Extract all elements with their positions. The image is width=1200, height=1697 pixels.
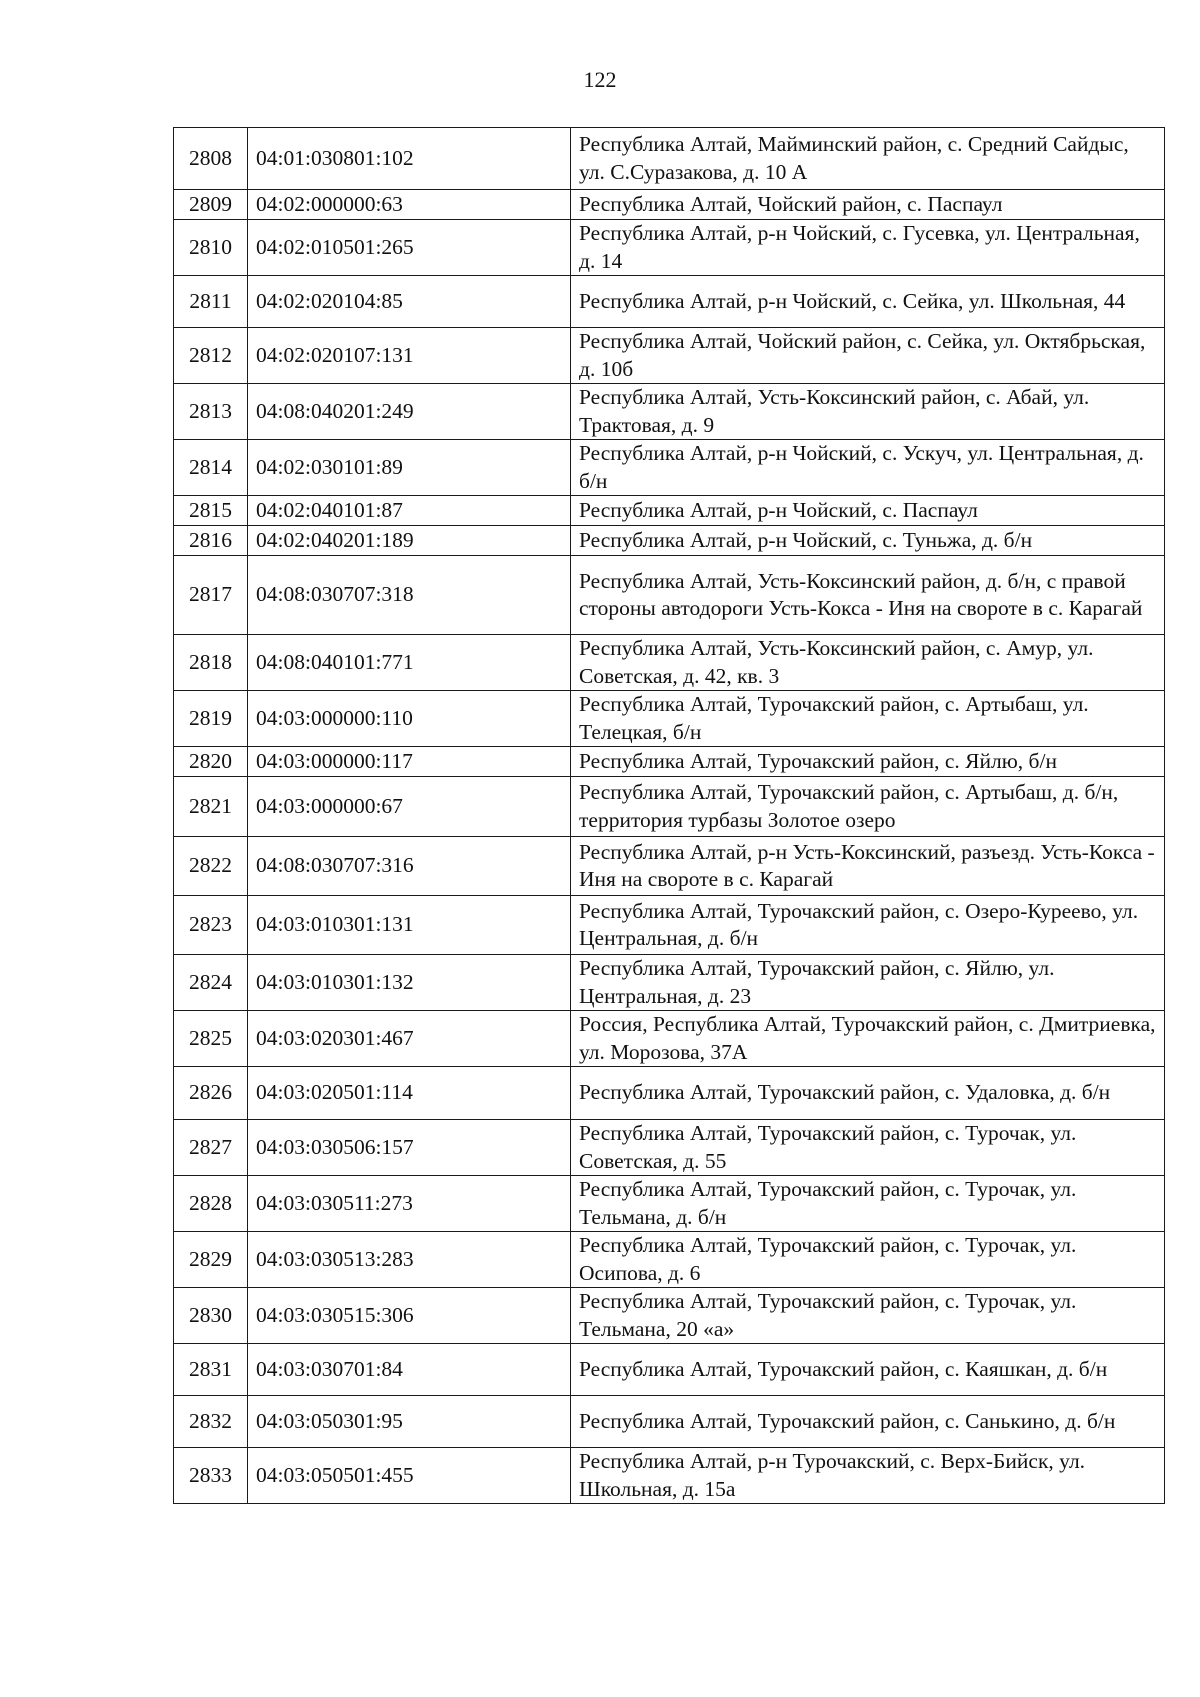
address-cell: Республика Алтай, р-н Турочакский, с. Верх-Бийск, ул. Школьная, д. 15а xyxy=(571,1448,1165,1504)
cadastral-number-cell: 04:03:030511:273 xyxy=(248,1176,571,1232)
cadastral-number-cell: 04:03:020301:467 xyxy=(248,1011,571,1067)
table-row xyxy=(174,837,1165,896)
cadastral-number-cell: 04:03:010301:131 xyxy=(248,896,571,955)
address-cell: Республика Алтай, Турочакский район, с. Каяшкан, д. б/н xyxy=(571,1344,1165,1396)
cadastral-number-cell: 04:02:020107:131 xyxy=(248,328,571,384)
cadastral-number-cell: 04:03:000000:110 xyxy=(248,691,571,747)
table-row xyxy=(174,635,1165,691)
cadastral-number-cell: 04:08:040101:771 xyxy=(248,635,571,691)
table-row xyxy=(174,691,1165,747)
address-cell: Республика Алтай, Майминский район, с. Средний Сайдыс, ул. С.Суразакова, д. 10 А xyxy=(571,128,1165,190)
table-row xyxy=(174,384,1165,440)
cadastral-number-cell: 04:08:030707:318 xyxy=(248,556,571,635)
address-cell: Республика Алтай, р-н Чойский, с. Гусевка, ул. Центральная, д. 14 xyxy=(571,220,1165,276)
table-row xyxy=(174,1288,1165,1344)
table-row xyxy=(174,1067,1165,1120)
cadastral-number-cell: 04:03:050301:95 xyxy=(248,1396,571,1448)
address-cell: Республика Алтай, Усть-Коксинский район, д. б/н, с правой стороны автодороги Усть-Кокса - Иня на свороте в с. Карагай xyxy=(571,556,1165,635)
table-row xyxy=(174,440,1165,496)
row-number-cell: 2820 xyxy=(174,747,248,777)
address-cell: Республика Алтай, р-н Усть-Коксинский, разъезд. Усть-Кокса - Иня на свороте в с. Карагай xyxy=(571,837,1165,896)
row-number-cell: 2833 xyxy=(174,1448,248,1504)
cadastral-number-cell: 04:02:000000:63 xyxy=(248,190,571,220)
address-cell: Республика Алтай, Турочакский район, с. Турочак, ул. Советская, д. 55 xyxy=(571,1120,1165,1176)
row-number-cell: 2828 xyxy=(174,1176,248,1232)
cadastral-number-cell: 04:02:040101:87 xyxy=(248,496,571,526)
cadastral-number-cell: 04:08:040201:249 xyxy=(248,384,571,440)
address-cell: Республика Алтай, Чойский район, с. Паспаул xyxy=(571,190,1165,220)
table-row xyxy=(174,1011,1165,1067)
row-number-cell: 2810 xyxy=(174,220,248,276)
address-cell: Республика Алтай, Турочакский район, с. Турочак, ул. Осипова, д. 6 xyxy=(571,1232,1165,1288)
address-cell: Республика Алтай, р-н Чойский, с. Ускуч, ул. Центральная, д. б/н xyxy=(571,440,1165,496)
row-number-cell: 2817 xyxy=(174,556,248,635)
table-row xyxy=(174,1176,1165,1232)
row-number-cell: 2818 xyxy=(174,635,248,691)
address-cell: Республика Алтай, р-н Чойский, с. Туньжа, д. б/н xyxy=(571,526,1165,556)
table-row xyxy=(174,128,1165,190)
table-row xyxy=(174,1120,1165,1176)
address-cell: Россия, Республика Алтай, Турочакский район, с. Дмитриевка, ул. Морозова, 37А xyxy=(571,1011,1165,1067)
table-row xyxy=(174,556,1165,635)
address-cell: Республика Алтай, р-н Чойский, с. Паспаул xyxy=(571,496,1165,526)
table-row xyxy=(174,955,1165,1011)
cadastral-number-cell: 04:03:000000:67 xyxy=(248,777,571,837)
cadastral-number-cell: 04:02:020104:85 xyxy=(248,276,571,328)
cadastral-number-cell: 04:03:050501:455 xyxy=(248,1448,571,1504)
cadastral-number-cell: 04:03:030506:157 xyxy=(248,1120,571,1176)
address-cell: Республика Алтай, Турочакский район, с. Турочак, ул. Тельмана, д. б/н xyxy=(571,1176,1165,1232)
row-number-cell: 2830 xyxy=(174,1288,248,1344)
table-row xyxy=(174,1232,1165,1288)
address-cell: Республика Алтай, Турочакский район, с. Удаловка, д. б/н xyxy=(571,1067,1165,1120)
row-number-cell: 2829 xyxy=(174,1232,248,1288)
row-number-cell: 2831 xyxy=(174,1344,248,1396)
address-cell: Республика Алтай, Турочакский район, с. Артыбаш, ул. Телецкая, б/н xyxy=(571,691,1165,747)
cadastral-number-cell: 04:02:010501:265 xyxy=(248,220,571,276)
row-number-cell: 2811 xyxy=(174,276,248,328)
row-number-cell: 2814 xyxy=(174,440,248,496)
table-row xyxy=(174,777,1165,837)
cadastral-number-cell: 04:03:030701:84 xyxy=(248,1344,571,1396)
address-cell: Республика Алтай, Усть-Коксинский район, с. Абай, ул. Трактовая, д. 9 xyxy=(571,384,1165,440)
cadastral-number-cell: 04:03:000000:117 xyxy=(248,747,571,777)
table-row xyxy=(174,276,1165,328)
address-cell: Республика Алтай, Турочакский район, с. Яйлю, ул. Центральная, д. 23 xyxy=(571,955,1165,1011)
cadastral-number-cell: 04:03:030513:283 xyxy=(248,1232,571,1288)
registry-table-body xyxy=(174,128,1165,1504)
table-row xyxy=(174,1344,1165,1396)
row-number-cell: 2808 xyxy=(174,128,248,190)
row-number-cell: 2809 xyxy=(174,190,248,220)
address-cell: Республика Алтай, р-н Чойский, с. Сейка, ул. Школьная, 44 xyxy=(571,276,1165,328)
row-number-cell: 2827 xyxy=(174,1120,248,1176)
row-number-cell: 2812 xyxy=(174,328,248,384)
cadastral-number-cell: 04:03:020501:114 xyxy=(248,1067,571,1120)
address-cell: Республика Алтай, Турочакский район, с. Артыбаш, д. б/н, территория турбазы Золотое озеро xyxy=(571,777,1165,837)
table-row xyxy=(174,220,1165,276)
cadastral-number-cell: 04:03:030515:306 xyxy=(248,1288,571,1344)
address-cell: Республика Алтай, Турочакский район, с. Озеро-Куреево, ул. Центральная, д. б/н xyxy=(571,896,1165,955)
row-number-cell: 2824 xyxy=(174,955,248,1011)
row-number-cell: 2823 xyxy=(174,896,248,955)
table-row xyxy=(174,190,1165,220)
row-number-cell: 2815 xyxy=(174,496,248,526)
table-row xyxy=(174,526,1165,556)
registry-table xyxy=(173,127,1165,1504)
row-number-cell: 2819 xyxy=(174,691,248,747)
table-row xyxy=(174,747,1165,777)
table-row xyxy=(174,328,1165,384)
cadastral-number-cell: 04:02:030101:89 xyxy=(248,440,571,496)
row-number-cell: 2821 xyxy=(174,777,248,837)
row-number-cell: 2826 xyxy=(174,1067,248,1120)
page-number: 122 xyxy=(583,67,617,92)
row-number-cell: 2813 xyxy=(174,384,248,440)
cadastral-number-cell: 04:01:030801:102 xyxy=(248,128,571,190)
table-row xyxy=(174,496,1165,526)
row-number-cell: 2825 xyxy=(174,1011,248,1067)
row-number-cell: 2832 xyxy=(174,1396,248,1448)
table-row xyxy=(174,896,1165,955)
address-cell: Республика Алтай, Турочакский район, с. Турочак, ул. Тельмана, 20 «а» xyxy=(571,1288,1165,1344)
address-cell: Республика Алтай, Турочакский район, с. Яйлю, б/н xyxy=(571,747,1165,777)
row-number-cell: 2816 xyxy=(174,526,248,556)
cadastral-number-cell: 04:03:010301:132 xyxy=(248,955,571,1011)
row-number-cell: 2822 xyxy=(174,837,248,896)
address-cell: Республика Алтай, Чойский район, с. Сейка, ул. Октябрьская, д. 10б xyxy=(571,328,1165,384)
cadastral-number-cell: 04:08:030707:316 xyxy=(248,837,571,896)
address-cell: Республика Алтай, Турочакский район, с. Санькино, д. б/н xyxy=(571,1396,1165,1448)
table-row xyxy=(174,1396,1165,1448)
address-cell: Республика Алтай, Усть-Коксинский район, с. Амур, ул. Советская, д. 42, кв. 3 xyxy=(571,635,1165,691)
cadastral-number-cell: 04:02:040201:189 xyxy=(248,526,571,556)
table-row xyxy=(174,1448,1165,1504)
